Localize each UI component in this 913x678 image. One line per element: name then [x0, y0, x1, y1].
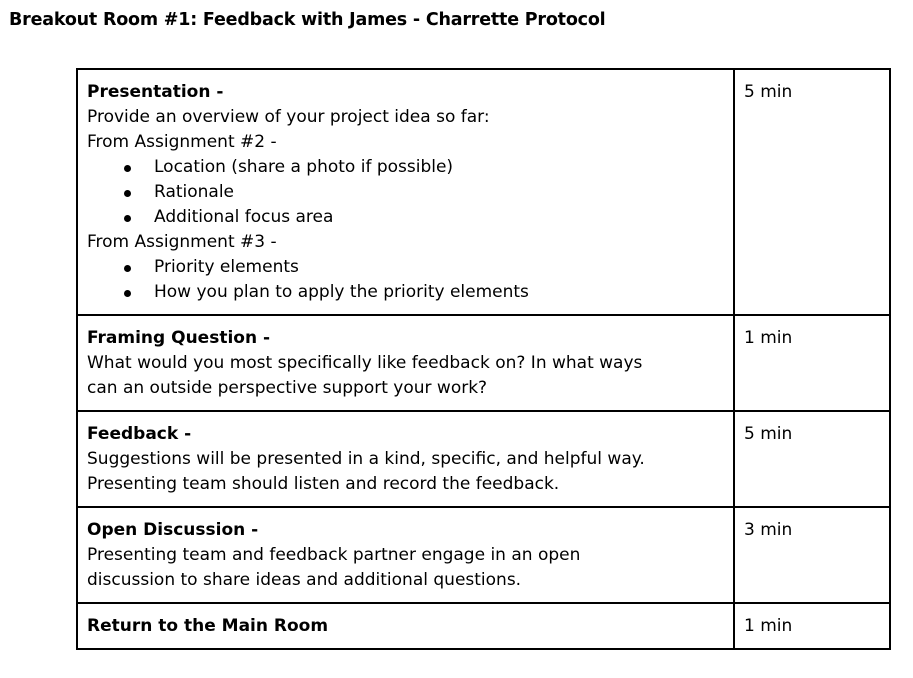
list-item: Rationale	[87, 180, 724, 205]
list-item: How you plan to apply the priority elements	[87, 280, 724, 305]
framing-text-line-1: What would you most specifically like feedback on? In what ways	[87, 353, 643, 373]
presentation-intro: Provide an overview of your project idea so far:	[87, 107, 490, 127]
return-time: 1 min	[734, 603, 890, 649]
table-row-discussion	[77, 507, 890, 603]
discussion-heading: Open Discussion -	[87, 520, 259, 540]
discussion-description-cell	[77, 507, 734, 603]
protocol-table	[76, 68, 891, 650]
assignment-3-label: From Assignment #3 -	[87, 232, 277, 252]
assignment-2-label: From Assignment #2 -	[87, 132, 277, 152]
feedback-heading: Feedback -	[87, 424, 192, 444]
feedback-text-line-2: Presenting team should listen and record the feedback.	[87, 474, 560, 494]
presentation-heading: Presentation -	[87, 82, 224, 102]
return-description-cell	[77, 603, 734, 649]
presentation-description-cell	[77, 69, 734, 315]
document-title: Breakout Room #1: Feedback with James - Charrette Protocol	[9, 10, 606, 30]
table-row-feedback	[77, 411, 890, 507]
framing-description-cell	[77, 315, 734, 411]
discussion-time: 3 min	[734, 507, 890, 603]
discussion-text-line-1: Presenting team and feedback partner engage in an open	[87, 545, 581, 565]
list-item: Location (share a photo if possible)	[87, 155, 724, 180]
assignment-2-list	[87, 155, 724, 230]
list-item: Priority elements	[87, 255, 724, 280]
framing-time: 1 min	[734, 315, 890, 411]
assignment-3-list	[87, 255, 724, 305]
list-item: Additional focus area	[87, 205, 724, 230]
framing-heading: Framing Question -	[87, 328, 271, 348]
table-row-return	[77, 603, 890, 649]
return-heading: Return to the Main Room	[87, 616, 329, 636]
table-row-framing	[77, 315, 890, 411]
presentation-time: 5 min	[734, 69, 890, 315]
feedback-text-line-1: Suggestions will be presented in a kind, specific, and helpful way.	[87, 449, 645, 469]
feedback-time: 5 min	[734, 411, 890, 507]
table-row-presentation	[77, 69, 890, 315]
feedback-description-cell	[77, 411, 734, 507]
framing-text-line-2: can an outside perspective support your work?	[87, 378, 488, 398]
discussion-text-line-2: discussion to share ideas and additional questions.	[87, 570, 522, 590]
